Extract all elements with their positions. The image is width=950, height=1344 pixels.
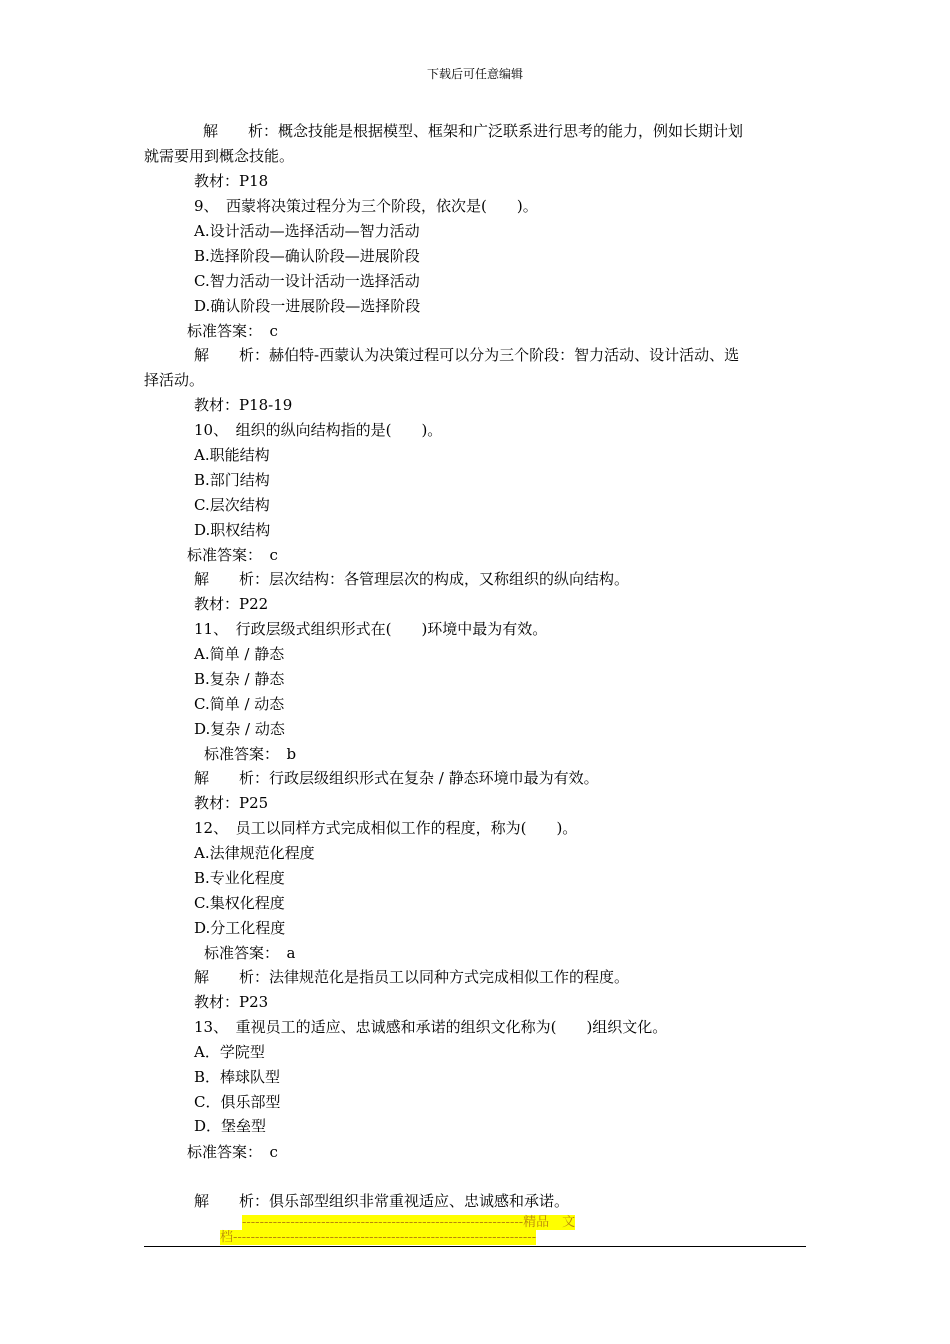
option-c: C.简单 / 动态 xyxy=(194,695,285,713)
analysis: 解 析：俱乐部型组织非常重视适应、忠诚感和承诺。 xyxy=(194,1192,570,1210)
answer: 标准答案： c xyxy=(187,1143,278,1161)
footer-divider xyxy=(144,1246,806,1247)
option-a: A.设计活动—选择活动—智力活动 xyxy=(194,222,420,240)
option-c: C.智力活动一设计活动一选择活动 xyxy=(194,272,420,290)
option-b: B．棒球队型 xyxy=(194,1068,281,1086)
option-c: C.集权化程度 xyxy=(194,894,285,912)
text-line: 择活动。 xyxy=(144,371,205,389)
question-10: 10、 组织的纵向结构指的是( )。 xyxy=(194,421,443,439)
option-c: C.层次结构 xyxy=(194,496,270,514)
answer: 标准答案： b xyxy=(204,745,297,763)
question-11: 11、 行政层级式组织形式在( )环境中最为有效。 xyxy=(194,620,548,638)
answer: 标准答案： c xyxy=(187,322,278,340)
question-12: 12、 员工以同样方式完成相似工作的程度，称为( )。 xyxy=(194,819,578,837)
option-a: A．学院型 xyxy=(194,1043,265,1061)
text-line: 就需要用到概念技能。 xyxy=(144,147,295,165)
analysis: 解 析：赫伯特-西蒙认为决策过程可以分为三个阶段：智力活动、设计活动、选 xyxy=(194,346,740,364)
textbook-ref: 教材：P22 xyxy=(194,595,269,613)
text-line: 教材：P18 xyxy=(194,172,269,190)
page-header: 下载后可任意编辑 xyxy=(426,67,523,81)
footer-watermark-text: ----------------------------------------------------------------精品 文 xyxy=(242,1215,576,1230)
textbook-ref: 教材：P25 xyxy=(194,794,269,812)
answer: 标准答案： a xyxy=(204,944,296,962)
option-d: D.复杂 / 动态 xyxy=(194,720,285,738)
analysis: 解 析：行政层级组织形式在复杂 / 静态环境巾最为有效。 xyxy=(194,769,599,787)
option-a: A.法律规范化程度 xyxy=(194,844,315,862)
option-d: D.确认阶段一进展阶段—选择阶段 xyxy=(194,297,421,315)
footer-watermark-line2 xyxy=(220,1229,732,1247)
option-b: B.选择阶段—确认阶段—进展阶段 xyxy=(194,247,420,265)
analysis: 解 析：法律规范化是指员工以同种方式完成相似工作的程度。 xyxy=(194,968,630,986)
footer-watermark-text: 档--------------------------------------------------------------------- xyxy=(220,1230,537,1245)
textbook-ref: 教材：P18-19 xyxy=(194,396,293,414)
option-a: A.职能结构 xyxy=(194,446,270,464)
option-d: D.职权结构 xyxy=(194,521,271,539)
option-b: B.复杂 / 静态 xyxy=(194,670,285,688)
textbook-ref: 教材：P23 xyxy=(194,993,269,1011)
option-a: A.简单 / 静态 xyxy=(194,645,285,663)
text-line: 解 析：概念技能是根据模型、框架和广泛联系进行思考的能力，例如长期计划 xyxy=(203,122,744,140)
question-9: 9、 西蒙将决策过程分为三个阶段，依次是( )。 xyxy=(194,197,538,215)
option-d: D.分工化程度 xyxy=(194,919,286,937)
option-b: B.专业化程度 xyxy=(194,869,285,887)
option-b: B.部门结构 xyxy=(194,471,270,489)
analysis: 解 析：层次结构：各管理层次的构成，又称组织的纵向结构。 xyxy=(194,570,630,588)
answer: 标准答案： c xyxy=(187,546,278,564)
question-13: 13、 重视员工的适应、忠诚感和承诺的组织文化称为( )组织文化。 xyxy=(194,1018,668,1036)
option-c: C．俱乐部型 xyxy=(194,1093,281,1111)
option-d: D．堡垒型 xyxy=(194,1117,267,1135)
